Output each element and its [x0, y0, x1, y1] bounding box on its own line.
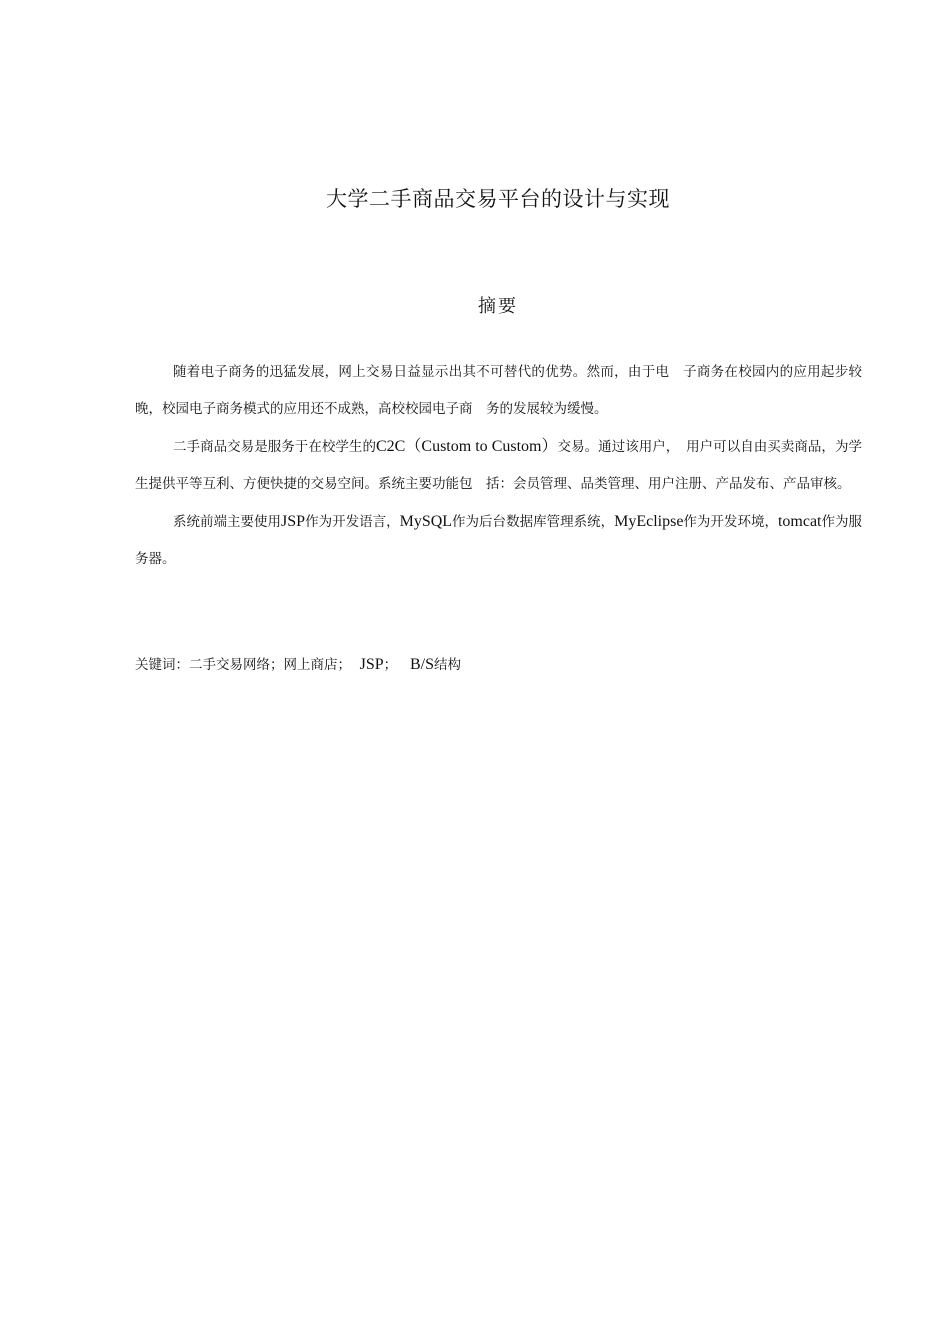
keywords-part-5: 结构: [434, 657, 462, 673]
paragraph-3-text-i: 作为服务器。: [135, 514, 863, 567]
paragraph-1-text: 随着电子商务的迅猛发展，网上交易日益显示出其不可替代的优势。然而，由于电 子商务在校园内的应用起步较晚，校园电子商务模式的应用还不成熟，高校校园电子商 务的发展较为缓慢。: [135, 364, 862, 417]
paragraph-2-text-a: 二手商品交易是服务于在校学生的: [173, 439, 376, 455]
paragraph-3-text-g: 作为开发环境，: [683, 514, 778, 530]
paragraph-3-text-c: 作为开发语言，: [305, 514, 400, 530]
paragraph-3-term-mysql: MySQL: [399, 513, 453, 530]
keyword-bs: B/S: [410, 656, 435, 673]
abstract-paragraph-2: [135, 428, 862, 503]
paragraph-2-text-c: 交易。通过该用户， 用户可以自由买卖商品，为学生提供平等互利、方便快捷的交易空间。系统主要功能包 括：会员管理、品类管理、用户注册、产品发布、产品审核。: [135, 439, 862, 492]
paragraph-3-term-myeclipse: MyEclipse: [614, 513, 684, 530]
keywords-part-1: 二手交易网络；网上商店；: [189, 657, 351, 673]
abstract-paragraph-3: [135, 503, 862, 578]
abstract-heading: 摘要: [478, 296, 518, 317]
paragraph-3-term-tomcat: tomcat: [777, 513, 822, 530]
abstract-body: [135, 354, 862, 578]
keyword-jsp: JSP: [359, 656, 384, 673]
paragraph-3-text-e: 作为后台数据库管理系统，: [452, 514, 615, 530]
keywords-line: [135, 653, 461, 677]
keywords-label: 关键词：: [135, 657, 189, 673]
paragraph-3-text-a: 系统前端主要使用: [173, 514, 282, 530]
abstract-paragraph-1: [135, 354, 862, 428]
paragraph-2-term: C2C（Custom to Custom）: [375, 438, 558, 455]
document-title: 大学二手商品交易平台的设计与实现: [326, 187, 670, 211]
paragraph-3-term-jsp: JSP: [281, 513, 306, 530]
keywords-separator: ；: [383, 657, 398, 673]
